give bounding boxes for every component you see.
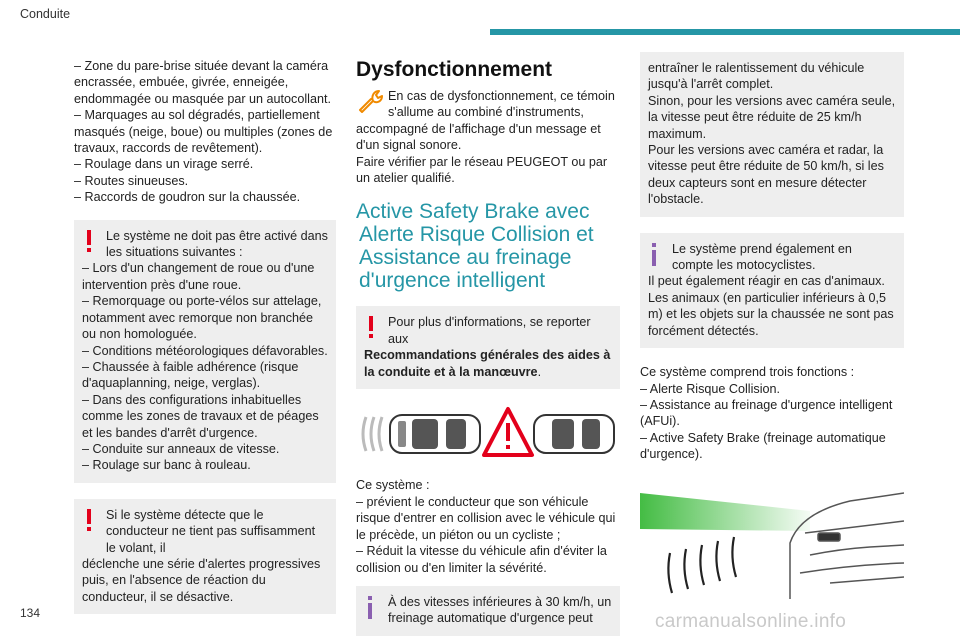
collision-warning-triangle-icon	[484, 409, 532, 455]
heading-dysfonctionnement: Dysfonctionnement	[356, 58, 553, 81]
info-icon	[650, 243, 658, 267]
warning-text: Le système ne doit pas être activé dans les situations suivantes :	[106, 228, 328, 260]
header-accent-bar	[490, 29, 960, 35]
info-text-cont: Sinon, pour les versions avec caméra seule, la vitesse peut être réduite de 25 km/h maximum.	[648, 93, 896, 141]
list-item: – Conditions météorologiques défavorables.	[82, 343, 328, 358]
warning-box-recommendations	[356, 306, 620, 389]
list-item: – Roulage sur banc à rouleau.	[82, 458, 251, 473]
watermark: carmanualsonline.info	[655, 611, 847, 632]
warning-end: .	[537, 364, 542, 379]
intro-list	[74, 58, 336, 206]
list-item: – Assistance au freinage d'urgence intelligent (AFUi).	[640, 397, 893, 429]
warning-box-steering	[74, 499, 336, 614]
warning-exclamation-icon	[84, 509, 94, 533]
list-item: – Remorquage ou porte-vélos sur attelage, notamment avec remorque non branchée ou non homologuée.	[82, 294, 322, 342]
list-item: – Active Safety Brake (freinage automatique d'urgence).	[640, 430, 886, 462]
list-item: – Roulage dans un virage serré.	[74, 157, 254, 172]
info-text: Le système prend également en compte les motocyclistes.	[672, 241, 852, 273]
warning-box-activation	[74, 220, 336, 483]
info-box-low-speed	[356, 586, 620, 636]
warning-text-cont: déclenche une série d'alertes progressives puis, en l'absence de réaction du conducteur, il se désactive.	[82, 556, 321, 604]
car-icon	[534, 415, 614, 453]
dys-text-cont: accompagné de l'affichage d'un message et d'un signal sonore.	[356, 121, 601, 153]
dys-text: En cas de dysfonctionnement, ce témoin s'allume au combiné d'instruments,	[388, 89, 615, 120]
info-box-low-speed-cont	[640, 52, 904, 217]
column-3	[640, 52, 904, 607]
info-box-motorcycles	[640, 233, 904, 348]
car-front-icon	[790, 493, 904, 599]
system-intro: Ce système :	[356, 478, 430, 493]
warning-text-cont	[364, 347, 612, 380]
list-item: – Réduit la vitesse du véhicule afin d'éviter la collision ou d'en limiter la sévérité.	[356, 544, 607, 575]
list-item: – Conduite sur anneaux de vitesse.	[82, 441, 280, 456]
heading-active-safety-brake	[356, 200, 620, 292]
radar-beam-icon	[640, 493, 810, 531]
warning-bold-ref: Recommandations générales des aides à la conduite et à la manœuvre	[364, 348, 611, 379]
info-text-cont: entraîner le ralentissement du véhicule jusqu'à l'arrêt complet.	[648, 61, 865, 92]
list-item: – Zone du pare-brise située devant la caméra encrassée, embuée, givrée, enneigée, endommagée ou masquée par un autocollant.	[74, 59, 331, 106]
info-text-cont: Les animaux (en particulier inférieurs à 0,5 m) et les objets sur la chaussée ne sont pas forcément détectés.	[648, 290, 894, 338]
list-item: – prévient le conducteur que son véhicule risque d'entrer en collision avec le véhicule qui le précède, un piéton ou un cycliste ;	[356, 494, 616, 542]
list-item: – Dans des configurations inhabituelles comme les zones de travaux et de péages et les bandes d'arrêt d'urgence.	[82, 392, 319, 440]
warning-text: Si le système détecte que le conducteur ne tient pas suffisamment le volant, il	[106, 507, 316, 555]
warning-text: Pour plus d'informations, se reporter aux	[388, 315, 591, 346]
list-item: – Lors d'un changement de roue ou d'une intervention près d'une roue.	[82, 261, 315, 292]
column-2	[356, 58, 620, 636]
warning-exclamation-icon	[366, 316, 376, 340]
car-front-radar-illustration	[640, 473, 904, 603]
wrench-icon	[356, 86, 386, 116]
radar-waves-icon	[668, 537, 736, 593]
warning-exclamation-icon	[84, 230, 94, 254]
functions-intro: Ce système comprend trois fonctions :	[640, 365, 855, 380]
list-item: – Raccords de goudron sur la chaussée.	[74, 190, 301, 205]
info-text-cont: Il peut également réagir en cas d'animaux.	[648, 274, 885, 289]
list-item: – Marquages au sol dégradés, partiellement masqués (neige, boue) ou multiples (zones de travaux, raccords de revêtement).	[74, 108, 333, 156]
info-icon	[366, 596, 374, 620]
car-icon	[390, 415, 480, 453]
page-number: 134	[20, 606, 41, 620]
heading-line: Alerte Risque Collision et Assistance au freinage d'urgence intelligent	[359, 223, 594, 293]
sensor-waves-icon	[363, 417, 382, 451]
section-title: Conduite	[20, 7, 71, 21]
list-item: – Routes sinueuses.	[74, 173, 189, 188]
list-item: – Chaussée à faible adhérence (risque d'aquaplanning, neige, verglas).	[82, 359, 299, 391]
info-text: À des vitesses inférieures à 30 km/h, un freinage automatique d'urgence peut	[388, 594, 612, 626]
dys-text-2: Faire vérifier par le réseau PEUGEOT ou par un atelier qualifié.	[356, 154, 608, 186]
heading-line: Active Safety Brake avec	[356, 200, 590, 224]
list-item: – Alerte Risque Collision.	[640, 381, 781, 396]
info-text-cont: Pour les versions avec caméra et radar, la vitesse peut être réduite de 50 km/h, si les deux capteurs sont en mesure détecter l'obstacle.	[648, 143, 884, 207]
column-1	[74, 58, 336, 630]
collision-illustration	[356, 405, 620, 463]
